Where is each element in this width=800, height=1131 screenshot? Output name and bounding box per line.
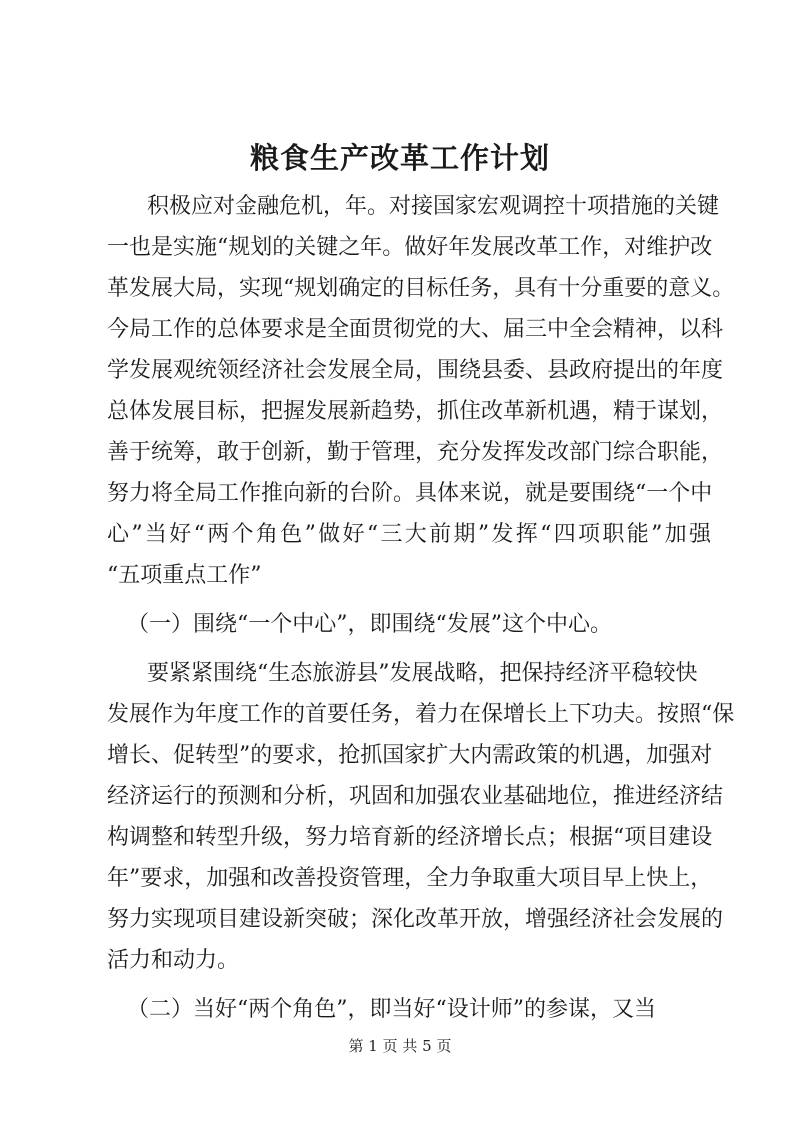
- page-footer: 第 1 页 共 5 页: [348, 1037, 452, 1055]
- paragraph-line: 总体发展目标，把握发展新趋势，抓住改革新机遇，精于谋划，: [107, 399, 724, 424]
- paragraph-line: 学发展观统领经济社会发展全局，围绕县委、县政府提出的年度: [107, 358, 724, 383]
- paragraph-line: 经济运行的预测和分析，巩固和加强农业基础地位，推进经济结: [107, 784, 724, 809]
- document-title: 粮食生产改革工作计划: [249, 141, 550, 175]
- paragraph-line: 年”要求，加强和改善投资管理，全力争取重大项目早上快上，: [107, 866, 713, 891]
- paragraph-line: 活力和动力。: [107, 948, 240, 973]
- section-heading: （二）当好“两个角色”，即当好“设计师”的参谋，又当: [127, 997, 656, 1022]
- paragraph-line: 增长、促转型”的要求，抢抓国家扩大内需政策的机遇，加强对: [107, 743, 713, 768]
- paragraph-line: 构调整和转型升级，努力培育新的经济增长点；根据“项目建设: [107, 825, 713, 850]
- paragraph-line: 善于统筹，敢于创新，勤于管理，充分发挥发改部门综合职能，: [107, 440, 724, 465]
- paragraph-line: 发展作为年度工作的首要任务，着力在保增长上下功夫。按照“保: [107, 702, 735, 727]
- paragraph-line: 努力将全局工作推向新的台阶。具体来说，就是要围绕“一个中: [107, 481, 713, 506]
- paragraph-line: 积极应对金融危机，年。对接国家宏观调控十项措施的关键: [147, 194, 720, 219]
- paragraph-line: “五项重点工作”: [107, 563, 262, 588]
- paragraph-line: 革发展大局，实现“规划确定的目标任务，具有十分重要的意义。: [107, 276, 735, 301]
- paragraph-line: 心”当好“两个角色”做好“三大前期”发挥“四项职能”加强: [107, 522, 711, 547]
- paragraph-line: 今局工作的总体要求是全面贯彻党的大、届三中全会精神，以科: [107, 317, 724, 342]
- paragraph-line: 努力实现项目建设新突破；深化改革开放，增强经济社会发展的: [107, 907, 724, 932]
- document-body: [107, 186, 735, 1030]
- section-heading: （一）围绕“一个中心”，即围绕“发展”这个中心。: [127, 612, 612, 637]
- paragraph-line: 要紧紧围绕“生态旅游县”发展战略，把保持经济平稳较快: [147, 661, 698, 686]
- paragraph-line: 一也是实施“规划的关键之年。做好年发展改革工作，对维护改: [107, 235, 713, 260]
